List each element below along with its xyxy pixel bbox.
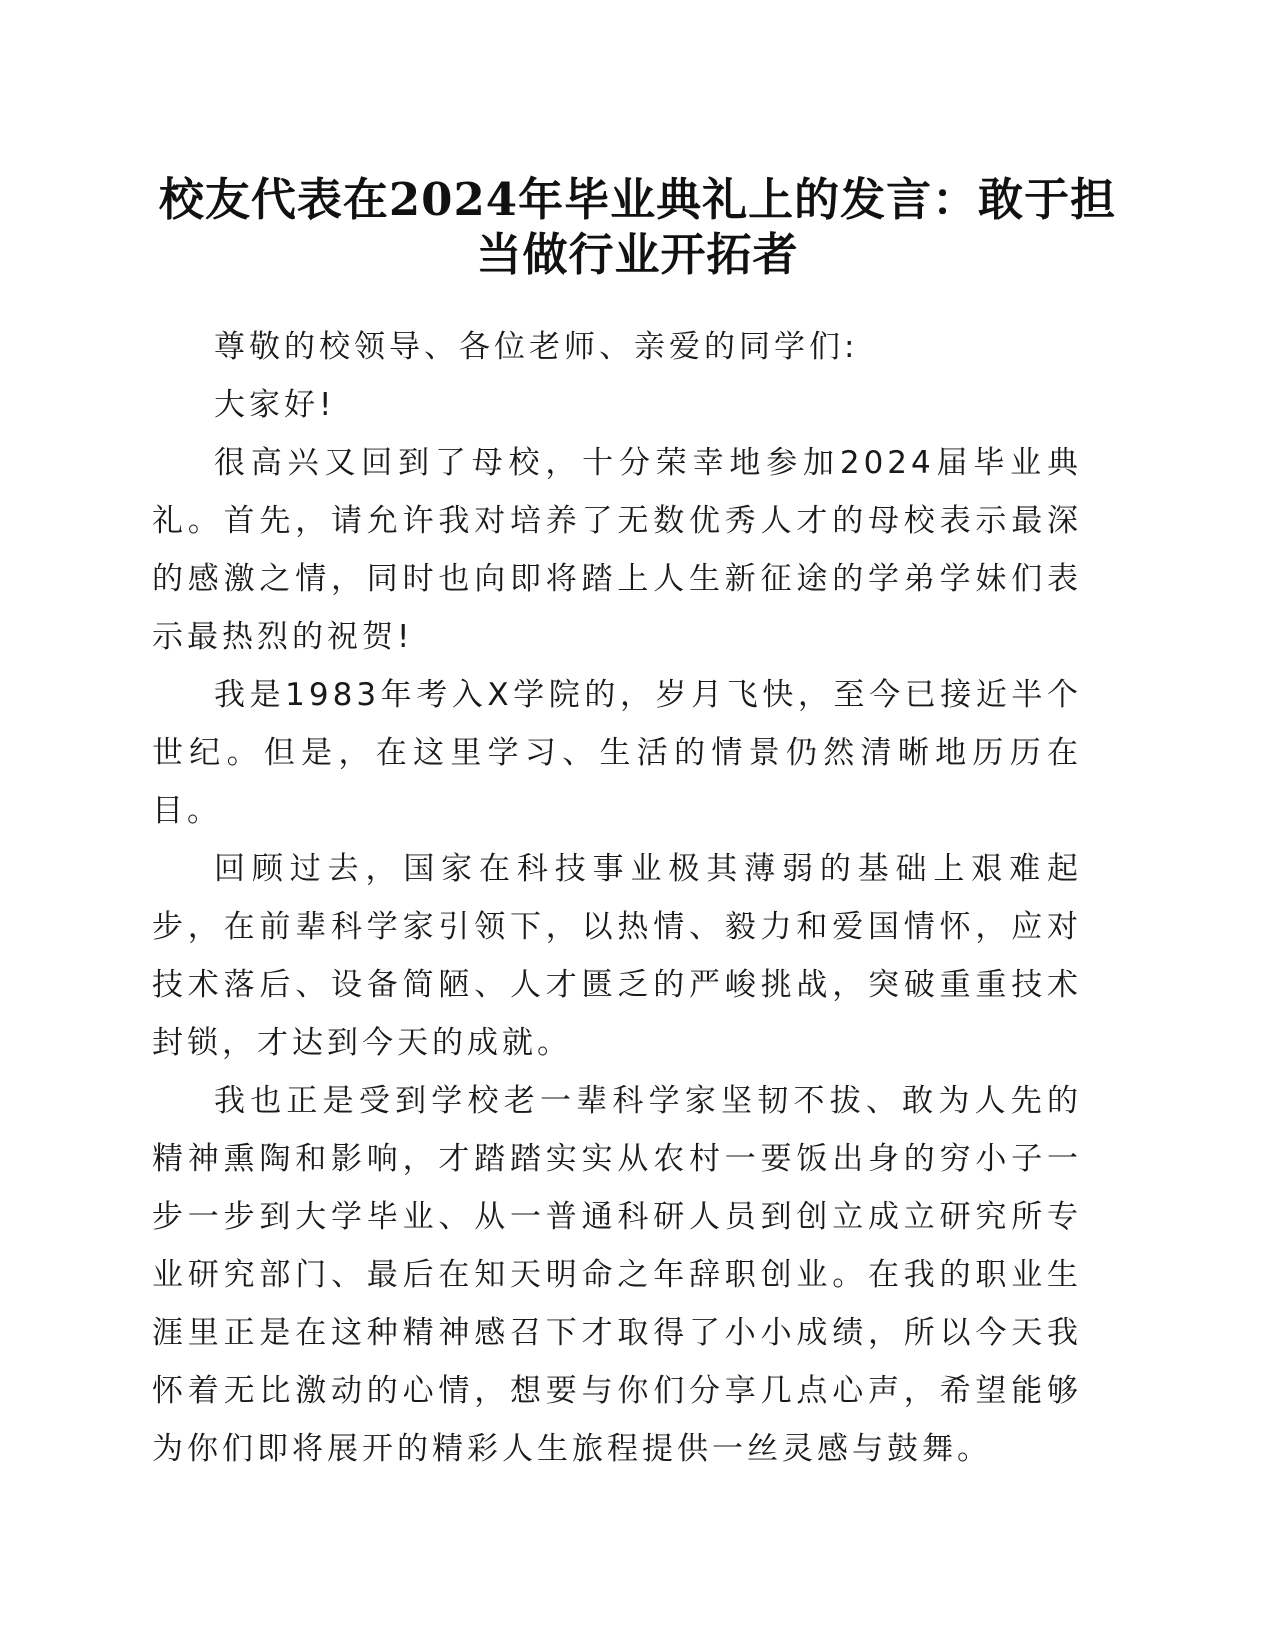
document-title: 校友代表在2024年毕业典礼上的发言：敢于担当做行业开拓者 (158, 173, 1117, 281)
greeting: 大家好! (214, 387, 336, 423)
paragraph: 我也正是受到学校老一辈科学家坚韧不拔、敢为人先的精神熏陶和影响，才踏踏实实从农村一要饭出身的穷小子一步一步到大学毕业、从一普通科研人员到创立成立研究所专业研究部门、最后在知天明命之年辞职创业。在我的职业生涯里正是在这种精神感召下才取得了小小成绩，所以今天我怀着无比激动的心情，想要与你们分享几点心声，希望能够为你们即将展开的精彩人生旅程提供一丝灵感与鼓舞。 (152, 1083, 1082, 1467)
salutation: 尊敬的校领导、各位老师、亲爱的同学们: (214, 329, 859, 365)
paragraph: 我是1983年考入X学院的，岁月飞快，至今已接近半个世纪。但是，在这里学习、生活的情景仍然清晰地历历在目。 (152, 677, 1082, 829)
paragraph: 很高兴又回到了母校，十分荣幸地参加2024届毕业典礼。首先，请允许我对培养了无数优秀人才的母校表示最深的感激之情，同时也向即将踏上人生新征途的学弟学妹们表示最热烈的祝贺! (152, 445, 1082, 655)
document-body (152, 318, 1082, 1478)
paragraph: 回顾过去，国家在科技事业极其薄弱的基础上艰难起步，在前辈科学家引领下，以热情、毅力和爱国情怀，应对技术落后、设备简陋、人才匮乏的严峻挑战，突破重重技术封锁，才达到今天的成就。 (152, 851, 1082, 1061)
